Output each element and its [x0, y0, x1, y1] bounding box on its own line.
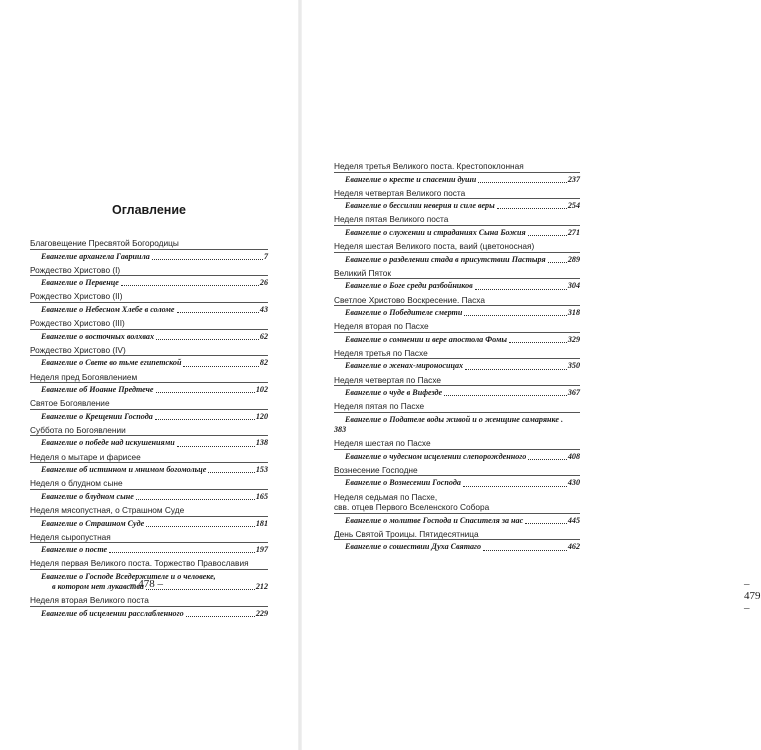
toc-entry-line: [334, 308, 580, 318]
dot-leader: [156, 339, 259, 340]
toc-entry-page: 271: [567, 227, 580, 237]
toc-entry-page: 408: [567, 451, 580, 461]
toc-entry-line: [334, 201, 580, 211]
dot-leader: [528, 235, 567, 236]
toc-entry-gospel: Евангелие о Победителе смерти: [345, 308, 463, 318]
toc-entry-gospel: Евангелие о блудном сыне: [41, 491, 134, 501]
toc-list-right: [334, 161, 580, 556]
toc-entry: [30, 478, 268, 502]
toc-divider-rule: [334, 172, 580, 173]
toc-entry: [30, 398, 268, 422]
toc-entry-page: 229: [255, 608, 268, 618]
toc-entry-line: [30, 412, 268, 422]
toc-entry-line: [30, 545, 268, 555]
toc-entry-gospel: Евангелие о молитве Господа и Спасителя за нас: [345, 515, 524, 525]
toc-entry-gospel-continued: 383: [334, 425, 347, 435]
toc-entry-line: [334, 335, 580, 345]
toc-entry: [30, 505, 268, 529]
toc-entry-heading: Вознесение Господне: [334, 464, 418, 475]
toc-entry-heading: Рождество Христово (IV): [30, 344, 126, 355]
toc-entry: [30, 265, 268, 289]
toc-entry-heading: Неделя сыропустная: [30, 531, 111, 542]
toc-entry-line: [334, 388, 580, 398]
toc-entry-gospel: Евангелие об Иоанне Предтече: [41, 385, 154, 395]
toc-entry: [30, 238, 268, 262]
dot-leader: [548, 262, 567, 263]
toc-entry: [30, 595, 268, 619]
dot-leader: [155, 419, 255, 420]
toc-entry-page: 430: [567, 478, 580, 488]
toc-entry-gospel: Евангелие о чуде в Вифезде: [345, 388, 443, 398]
toc-entry: [334, 529, 580, 553]
toc-entry-line: [334, 478, 580, 488]
toc-divider-rule: [30, 329, 268, 330]
toc-entry-line: [334, 361, 580, 371]
toc-entry-line: [30, 492, 268, 502]
toc-divider-rule: [30, 606, 268, 607]
toc-entry-gospel: Евангелие о Вознесении Господа: [345, 478, 461, 488]
toc-divider-rule: [334, 412, 580, 413]
toc-entry: [334, 241, 580, 265]
toc-divider-rule: [30, 516, 268, 517]
toc-entry-heading: Неделя третья по Пасхе: [334, 347, 428, 358]
toc-entry: [334, 214, 580, 238]
toc-divider-rule: [30, 462, 268, 463]
dot-leader: [177, 446, 255, 447]
dot-leader: [528, 459, 567, 460]
toc-entry-gospel: Евангелие о женах-мироносицах: [345, 361, 464, 371]
toc-entry-page: 120: [255, 411, 268, 421]
dot-leader: [152, 259, 263, 260]
dot-leader: [465, 369, 567, 370]
toc-entry-line: [30, 438, 268, 448]
toc-entry-page: 254: [567, 201, 580, 211]
dot-leader: [208, 472, 254, 473]
toc-divider-rule: [334, 385, 580, 386]
toc-entry: [334, 321, 580, 345]
toc-divider-rule: [334, 475, 580, 476]
toc-entry-page: 445: [567, 515, 580, 525]
toc-entry-heading: Неделя пятая Великого поста: [334, 214, 449, 225]
toc-divider-rule: [334, 513, 580, 514]
toc-entry-heading: Святое Богоявление: [30, 398, 110, 409]
toc-entry-gospel: Евангелие о восточных волхвах: [41, 331, 155, 341]
toc-entry: [334, 375, 580, 399]
toc-entry-gospel: Евангелие о Крещении Господа: [41, 411, 153, 421]
toc-list-left: [30, 238, 268, 622]
toc-entry-gospel: Евангелие о Небесном Хлебе в соломе: [41, 304, 175, 314]
toc-entry-gospel: Евангелие о служении и страданиях Сына Божия: [345, 227, 526, 237]
toc-entry: [334, 401, 580, 435]
toc-entry-gospel: Евангелие о разделении стада в присутствии Пастыря: [345, 254, 546, 264]
toc-entry-heading: Неделя о мытаре и фарисее: [30, 451, 141, 462]
toc-entry-page: 7: [263, 251, 268, 261]
toc-entry-line: [334, 281, 580, 291]
toc-entry-line: [334, 175, 580, 185]
toc-entry-heading: Неделя пред Богоявлением: [30, 371, 138, 382]
toc-entry-heading: Неделя седьмая по Пасхе,: [334, 491, 438, 502]
dot-leader: [183, 366, 258, 367]
toc-entry-page: 318: [567, 308, 580, 318]
toc-divider-rule: [334, 225, 580, 226]
toc-entry-heading: Благовещение Пресвятой Богородицы: [30, 238, 179, 248]
dot-leader: [483, 550, 567, 551]
page-number-right: – 479 –: [744, 578, 761, 614]
toc-entry-line: [334, 255, 580, 265]
toc-entry-gospel: Евангелие об истинном и мнимом богомольце: [41, 465, 207, 475]
toc-entry-gospel: Евангелие о Подателе воды живой и о женщине самарянке .: [345, 414, 564, 424]
toc-entry-page: 43: [259, 304, 268, 314]
toc-entry: [30, 452, 268, 476]
toc-entry-gospel: Евангелие о бессилии неверия и силе веры: [345, 201, 495, 211]
toc-entry-gospel: Евангелие о Свете во тьме египетской: [41, 358, 182, 368]
toc-entry-line: [30, 252, 268, 262]
toc-entry-page: 153: [255, 465, 268, 475]
toc-entry-heading: Рождество Христово (II): [30, 291, 123, 302]
toc-divider-rule: [30, 542, 268, 543]
toc-entry-line: [334, 542, 580, 552]
toc-entry-heading: Неделя первая Великого поста. Торжество Православия: [30, 558, 249, 569]
toc-entry: [334, 295, 580, 319]
dot-leader: [186, 616, 255, 617]
toc-entry-gospel: Евангелие о сомнении и вере апостола Фомы: [345, 334, 508, 344]
toc-entry-heading: свв. отцев Первого Вселенского Собора: [334, 502, 490, 513]
toc-entry: [30, 425, 268, 449]
dot-leader: [497, 208, 567, 209]
toc-entry-heading: Рождество Христово (III): [30, 318, 125, 329]
toc-entry-heading: Великий Пяток: [334, 267, 391, 278]
toc-divider-rule: [334, 305, 580, 306]
dot-leader: [136, 499, 255, 500]
toc-entry-gospel: Евангелие архангела Гавриила: [41, 251, 150, 261]
toc-entry-gospel: Евангелие о Первенце: [41, 278, 119, 288]
toc-entry-page: 329: [567, 334, 580, 344]
toc-entry-gospel: Евангелие о Боге среди разбойников: [345, 281, 473, 291]
toc-entry: [30, 345, 268, 369]
toc-entry-page: 197: [255, 545, 268, 555]
toc-entry: [30, 291, 268, 315]
toc-divider-rule: [334, 358, 580, 359]
toc-entry-heading: Светлое Христово Воскресение. Пасха: [334, 294, 485, 305]
toc-entry-gospel: Евангелие о победе над искушениями: [41, 438, 175, 448]
dot-leader: [444, 395, 567, 396]
dot-leader: [146, 526, 255, 527]
toc-entry-page: 350: [567, 361, 580, 371]
toc-entry-heading: Неделя шестая по Пасхе: [334, 438, 431, 449]
toc-divider-rule: [334, 332, 580, 333]
toc-entry-heading: Неделя о блудном сыне: [30, 478, 123, 489]
toc-entry-line: [334, 452, 580, 462]
toc-entry-line: [30, 465, 268, 475]
toc-entry: [334, 438, 580, 462]
dot-leader: [478, 182, 567, 183]
toc-entry: [334, 161, 580, 185]
toc-divider-rule: [30, 409, 268, 410]
toc-title: Оглавление: [112, 203, 186, 217]
dot-leader: [525, 523, 567, 524]
dot-leader: [464, 315, 567, 316]
dot-leader: [121, 285, 259, 286]
toc-entry-heading: Рождество Христово (I): [30, 264, 121, 275]
toc-divider-rule: [334, 449, 580, 450]
toc-entry-page: 138: [255, 438, 268, 448]
toc-entry-page: 62: [259, 331, 268, 341]
toc-entry-heading: Неделя шестая Великого поста, ваий (цветоносная): [334, 241, 535, 252]
toc-entry: [334, 465, 580, 489]
dot-leader: [509, 342, 567, 343]
toc-entry-heading: Неделя четвертая Великого поста: [334, 187, 466, 198]
toc-entry-page: 165: [255, 491, 268, 501]
toc-entry: [334, 268, 580, 292]
toc-entry-page: 289: [567, 254, 580, 264]
toc-entry-heading: Неделя третья Великого поста. Крестопоклонная: [334, 161, 524, 171]
toc-divider-rule: [30, 569, 268, 570]
toc-divider-rule: [30, 435, 268, 436]
toc-divider-rule: [334, 539, 580, 540]
toc-entry-page: 102: [255, 385, 268, 395]
toc-entry-page: 212: [255, 582, 268, 592]
toc-entry-page: 26: [259, 278, 268, 288]
toc-entry-line: [334, 228, 580, 238]
toc-entry: [30, 318, 268, 342]
toc-entry-line: [30, 385, 268, 395]
toc-divider-rule: [30, 382, 268, 383]
toc-entry-line: [30, 305, 268, 315]
page-number-left: – 478 –: [130, 578, 163, 590]
toc-divider-rule: [30, 249, 268, 250]
toc-divider-rule: [30, 489, 268, 490]
toc-entry-page: 237: [567, 174, 580, 184]
toc-entry-heading: Неделя вторая по Пасхе: [334, 321, 429, 332]
toc-entry-gospel: Евангелие о чудесном исцелении слепорожденного: [345, 451, 527, 461]
toc-divider-rule: [334, 278, 580, 279]
toc-divider-rule: [30, 275, 268, 276]
toc-entry-line: [30, 278, 268, 288]
toc-divider-rule: [30, 355, 268, 356]
book-gutter: [298, 0, 302, 750]
toc-entry-line: [30, 609, 268, 619]
toc-entry: [334, 492, 580, 526]
toc-entry: [30, 532, 268, 556]
dot-leader: [177, 312, 259, 313]
dot-leader: [475, 289, 567, 290]
toc-entry-heading: Неделя вторая Великого поста: [30, 595, 149, 606]
toc-entry-heading: День Святой Троицы. Пятидесятница: [334, 528, 479, 539]
toc-entry-page: 462: [567, 542, 580, 552]
toc-entry-line: [30, 358, 268, 368]
toc-entry: [334, 348, 580, 372]
toc-divider-rule: [334, 198, 580, 199]
toc-entry-gospel: Евангелие об исцелении расслабленного: [41, 608, 184, 618]
toc-entry-gospel: Евангелие о Господе Вседержителе и о человеке,: [41, 571, 216, 581]
dot-leader: [156, 392, 255, 393]
toc-entry-gospel: Евангелие о Страшном Суде: [41, 518, 145, 528]
toc-entry: [334, 188, 580, 212]
toc-entry-heading: Неделя пятая по Пасхе: [334, 401, 425, 412]
toc-entry: [30, 372, 268, 396]
toc-entry-gospel: Евангелие о кресте и спасении души: [345, 174, 477, 184]
toc-entry-gospel-continued: в котором нет лукавства: [52, 582, 144, 592]
toc-entry-gospel: Евангелие о посте: [41, 545, 108, 555]
toc-entry-page: 304: [567, 281, 580, 291]
toc-entry-page: 367: [567, 388, 580, 398]
toc-entry-line: [30, 332, 268, 342]
toc-entry-page: 82: [259, 358, 268, 368]
dot-leader: [109, 552, 255, 553]
toc-entry-line: [334, 516, 580, 526]
toc-entry-gospel: Евангелие о сошествии Духа Святаго: [345, 542, 482, 552]
toc-entry-line: [30, 519, 268, 529]
dot-leader: [463, 486, 567, 487]
toc-divider-rule: [30, 302, 268, 303]
toc-entry-heading: Неделя четвертая по Пасхе: [334, 374, 441, 385]
toc-divider-rule: [334, 252, 580, 253]
toc-entry-heading: Суббота по Богоявлении: [30, 424, 126, 435]
toc-entry-page: 181: [255, 518, 268, 528]
toc-entry-heading: Неделя мясопустная, о Страшном Суде: [30, 505, 185, 516]
